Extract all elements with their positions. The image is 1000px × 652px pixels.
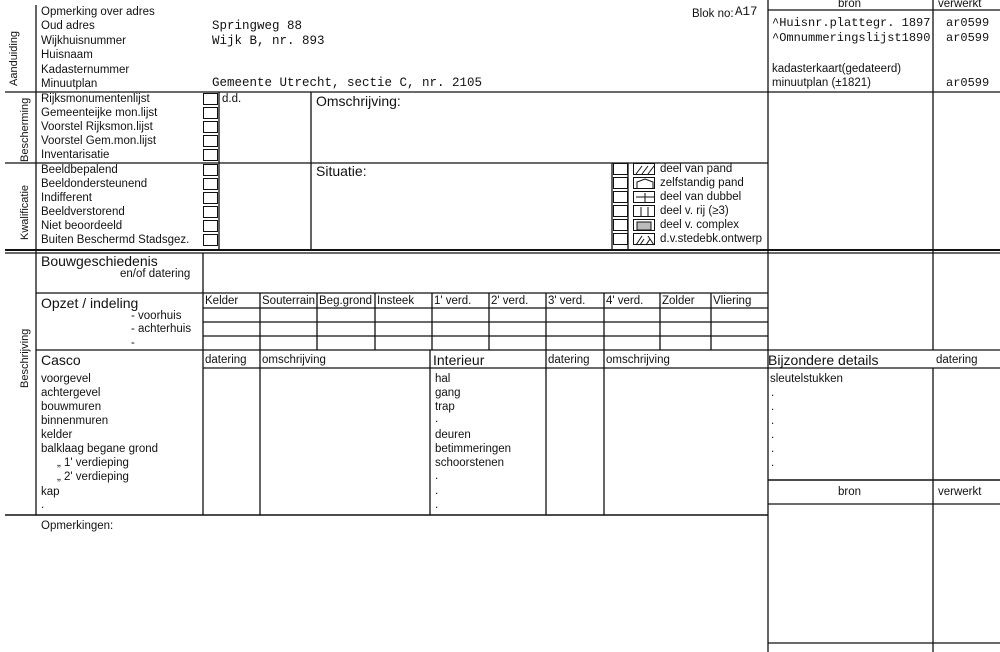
label-wijkhuisnummer: Wijkhuisnummer <box>41 35 126 47</box>
label-indifferent: Indifferent <box>41 192 92 204</box>
casco-item-1-verdieping: „ 1' verdieping <box>57 457 129 469</box>
label-beeldbepalend: Beeldbepalend <box>41 164 118 176</box>
option-zelfstandig-pand: zelfstandig pand <box>660 177 744 189</box>
bron-header: bron <box>838 0 862 10</box>
label-omschrijving: Omschrijving: <box>316 93 401 109</box>
section-label-beschrijving: Beschrijving <box>19 328 31 388</box>
house-row-icon <box>633 205 655 217</box>
label-bijzondere-details: Bijzondere details <box>768 352 879 368</box>
casco-item-balklaag-begane-grond: balklaag begane grond <box>41 443 159 455</box>
col-kelder: Kelder <box>205 295 239 307</box>
checkbox-beeldondersteunend[interactable] <box>203 178 218 190</box>
checkbox-deel-v-rij[interactable] <box>613 205 628 217</box>
verwerkt-header: verwerkt <box>938 0 982 10</box>
house-double-icon <box>633 191 655 203</box>
col-vliering: Vliering <box>713 295 752 307</box>
house-standalone-icon <box>633 177 655 189</box>
checkbox-deel-v-complex[interactable] <box>613 219 628 231</box>
casco-item-empty: . <box>41 499 45 511</box>
label-en-of-datering: en/of datering <box>120 268 191 280</box>
label-opmerkingen: Opmerkingen: <box>41 520 114 532</box>
interieur-item-betimmeringen: betimmeringen <box>435 443 512 455</box>
label-interieur: Interieur <box>433 352 485 368</box>
house-part-icon <box>633 163 655 175</box>
interieur-omschrijving-header: omschrijving <box>606 354 670 366</box>
interieur-item-empty-2: . <box>435 470 439 482</box>
interieur-item-gang: gang <box>435 387 461 399</box>
value-minuutplan[interactable]: Gemeente Utrecht, sectie C, nr. 2105 <box>212 76 483 90</box>
bijzondere-item-5: . <box>771 443 775 455</box>
casco-item-bouwmuren: bouwmuren <box>41 401 102 413</box>
label-minuutplan: Minuutplan <box>41 78 98 90</box>
interieur-item-hal: hal <box>435 373 451 385</box>
checkbox-dv-stedebk-ontwerp[interactable] <box>613 233 628 245</box>
col-beg-grond: Beg.grond <box>319 295 373 307</box>
blok-value[interactable]: A17 <box>735 5 758 19</box>
value-oud-adres[interactable]: Springweg 88 <box>212 19 303 33</box>
casco-omschrijving-header: omschrijving <box>262 354 326 366</box>
interieur-item-deuren: deuren <box>435 429 471 441</box>
checkbox-indifferent[interactable] <box>203 192 218 204</box>
checkbox-niet-beoordeeld[interactable] <box>203 220 218 232</box>
label-casco: Casco <box>41 352 81 368</box>
bron-entry-2[interactable]: ^Omnummeringslijst1890 <box>772 31 931 45</box>
checkbox-beeldverstorend[interactable] <box>203 206 218 218</box>
label-buiten-beschermd-stadsgez: Buiten Beschermd Stadsgez. <box>41 234 190 246</box>
col-1-verd: 1' verd. <box>434 295 472 307</box>
section-label-bescherming: Bescherming <box>19 97 31 162</box>
label-opmerking-over-adres: Opmerking over adres <box>41 6 155 18</box>
checkbox-zelfstandig-pand[interactable] <box>613 177 628 189</box>
interieur-item-trap: trap <box>435 401 455 413</box>
label-inventarisatie: Inventarisatie <box>41 149 110 161</box>
label-opzet-indeling: Opzet / indeling <box>41 295 139 311</box>
label-situatie: Situatie: <box>316 163 367 179</box>
checkbox-voorstel-rijksmon-lijst[interactable] <box>203 121 218 133</box>
casco-datering-header: datering <box>205 354 247 366</box>
casco-item-2-verdieping: „ 2' verdieping <box>57 471 129 483</box>
bron-entry-1[interactable]: ^Huisnr.plattegr. 1897 <box>772 16 931 30</box>
casco-item-kelder: kelder <box>41 429 73 441</box>
checkbox-beeldbepalend[interactable] <box>203 164 218 176</box>
bron-entry-4: minuutplan (±1821) <box>772 77 872 89</box>
verwerkt-entry-1[interactable]: ar0599 <box>946 16 990 30</box>
option-deel-van-pand: deel van pand <box>660 163 733 175</box>
col-4-verd: 4' verd. <box>606 295 644 307</box>
col-souterrain: Souterrain <box>262 295 316 307</box>
value-wijkhuisnummer[interactable]: Wijk B, nr. 893 <box>212 34 325 48</box>
interieur-item-empty-3: . <box>435 485 439 497</box>
label-gemeentelijke-mon-lijst: Gemeenteijke mon.lijst <box>41 107 158 119</box>
row-voorhuis: - voorhuis <box>131 310 182 322</box>
label-beeldverstorend: Beeldverstorend <box>41 206 125 218</box>
label-bouwgeschiedenis: Bouwgeschiedenis <box>41 253 158 269</box>
house-complex-icon <box>633 219 655 231</box>
checkbox-gemeentelijke-mon-lijst[interactable] <box>203 107 218 119</box>
label-voorstel-gem-mon-lijst: Voorstel Gem.mon.lijst <box>41 135 157 147</box>
verwerkt-entry-2[interactable]: ar0599 <box>946 31 990 45</box>
label-voorstel-rijksmon-lijst: Voorstel Rijksmon.lijst <box>41 121 153 133</box>
option-deel-v-rij: deel v. rij (≥3) <box>660 205 729 217</box>
bron-entry-3: kadasterkaart(gedateerd) <box>772 63 902 75</box>
section-label-kwalificatie: Kwalificatie <box>19 184 31 240</box>
label-oud-adres: Oud adres <box>41 20 95 32</box>
checkbox-buiten-beschermd-stadsgez[interactable] <box>203 234 218 246</box>
bijzondere-item-1: . <box>771 387 775 399</box>
bijzondere-item-2: . <box>771 401 775 413</box>
casco-item-voorgevel: voorgevel <box>41 373 91 385</box>
label-rijksmonumentenlijst: Rijksmonumentenlijst <box>41 93 150 105</box>
bijzondere-datering-header: datering <box>936 354 978 366</box>
checkbox-deel-van-dubbel[interactable] <box>613 191 628 203</box>
bijzondere-item-sleutelstukken: sleutelstukken <box>770 373 843 385</box>
casco-item-achtergevel: achtergevel <box>41 387 101 399</box>
checkbox-voorstel-gem-mon-lijst[interactable] <box>203 135 218 147</box>
checkbox-deel-van-pand[interactable] <box>613 163 628 175</box>
lower-verwerkt-header: verwerkt <box>938 486 982 498</box>
urban-design-icon <box>633 233 655 245</box>
casco-item-kap: kap <box>41 486 60 498</box>
interieur-item-empty-4: . <box>435 499 439 511</box>
interieur-item-empty-1: . <box>435 413 439 425</box>
casco-item-binnenmuren: binnenmuren <box>41 415 109 427</box>
section-label-aanduiding: Aanduiding <box>8 30 20 86</box>
label-huisnaam: Huisnaam <box>41 49 93 61</box>
option-dv-stedebk-ontwerp: d.v.stedebk.ontwerp <box>660 233 763 245</box>
col-3-verd: 3' verd. <box>548 295 586 307</box>
col-insteek: Insteek <box>377 295 415 307</box>
verwerkt-entry-4[interactable]: ar0599 <box>946 76 990 90</box>
option-deel-van-dubbel: deel van dubbel <box>660 191 742 203</box>
interieur-item-schoorstenen: schoorstenen <box>435 457 505 469</box>
bijzondere-item-6: . <box>771 457 775 469</box>
checkbox-inventarisatie[interactable] <box>203 149 218 161</box>
label-dd: d.d. <box>222 93 242 105</box>
bijzondere-item-3: . <box>771 415 775 427</box>
checkbox-rijksmonumentenlijst[interactable] <box>203 93 218 105</box>
label-niet-beoordeeld: Niet beoordeeld <box>41 220 123 232</box>
blok-label: Blok no: <box>692 8 734 20</box>
interieur-datering-header: datering <box>548 354 590 366</box>
row-empty: - <box>131 337 135 349</box>
col-2-verd: 2' verd. <box>491 295 529 307</box>
option-deel-v-complex: deel v. complex <box>660 219 740 231</box>
label-beeldondersteunend: Beeldondersteunend <box>41 178 148 190</box>
col-zolder: Zolder <box>662 295 695 307</box>
label-kadasternummer: Kadasternummer <box>41 64 130 76</box>
row-achterhuis: - achterhuis <box>131 323 192 335</box>
lower-bron-header: bron <box>838 486 862 498</box>
bijzondere-item-4: . <box>771 429 775 441</box>
